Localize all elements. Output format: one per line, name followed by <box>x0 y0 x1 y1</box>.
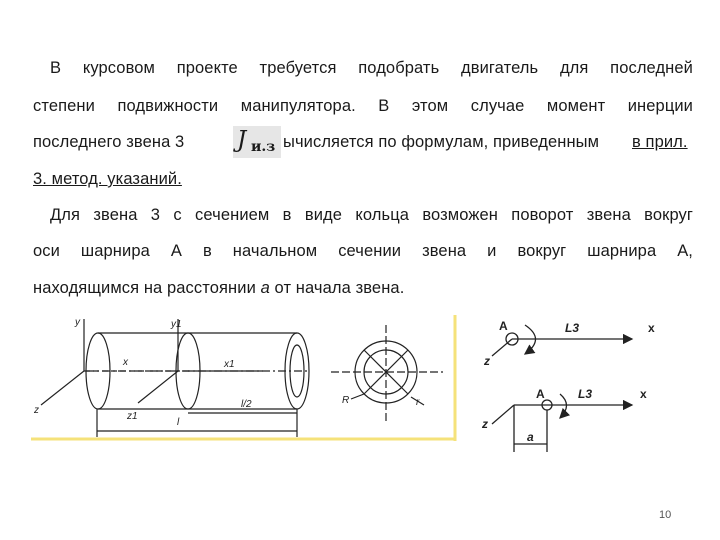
paragraph-2-line-3 <box>33 279 404 298</box>
formula-main: J <box>237 127 247 153</box>
top-label-x: x <box>648 321 655 335</box>
paragraph-1-link: в прил. <box>632 133 688 151</box>
bottom-label-a: a <box>527 430 534 444</box>
paragraph-2-line-2: оси шарнира А в начальном сечении звена и вокруг шарнира А, <box>33 242 693 260</box>
R-leader <box>351 394 364 399</box>
label-y: y <box>75 317 80 328</box>
label-r: r <box>416 397 420 408</box>
bottom-z-axis <box>492 405 514 424</box>
bottom-label-z: z <box>482 417 488 431</box>
bottom-label-L3: L3 <box>578 387 593 401</box>
paragraph-1-line-2: степени подвижности манипулятора. В этом случае момент инерции <box>33 97 693 115</box>
top-z-axis <box>492 339 512 356</box>
rotation-schemes <box>470 310 685 462</box>
tube-drawing <box>31 313 457 441</box>
label-z1: z1 <box>127 411 138 422</box>
bottom-label-A: A <box>536 387 545 401</box>
bottom-label-x: x <box>640 387 647 401</box>
variable-a: a <box>260 279 270 297</box>
label-R: R <box>342 395 350 406</box>
paragraph-1-line-1: В курсовом проекте требуется подобрать двигатель для последней <box>50 59 693 77</box>
label-x1: x1 <box>224 359 235 370</box>
label-y1: y1 <box>171 319 182 330</box>
label-l-half: l/2 <box>241 399 252 410</box>
bottom-rotation-arrow <box>560 394 567 418</box>
top-label-z: z <box>484 354 490 368</box>
paragraph-1-line-4: 3. метод. указаний. <box>33 170 182 188</box>
paragraph-1-line-3a: последнего звена 3 <box>33 133 185 151</box>
label-x: x <box>123 357 128 368</box>
paragraph-2-line-3-end: от начала звена. <box>269 279 405 297</box>
page-number: 10 <box>659 509 672 521</box>
z-axis <box>41 371 84 405</box>
formula-image <box>233 126 281 158</box>
top-label-A: A <box>499 319 508 333</box>
paragraph-2-line-3-start: находящимся на расстоянии <box>33 279 261 297</box>
formula-subscript: и.з <box>251 139 276 155</box>
paragraph-1-line-3b: ычисляется по формулам, приведенным <box>283 133 600 151</box>
label-l: l <box>177 417 180 428</box>
paragraph-2-line-1: Для звена 3 с сечением в виде кольца возможен поворот звена вокруг <box>50 206 693 224</box>
z1-axis <box>138 371 178 403</box>
top-label-L3: L3 <box>565 321 580 335</box>
label-z: z <box>34 405 39 416</box>
